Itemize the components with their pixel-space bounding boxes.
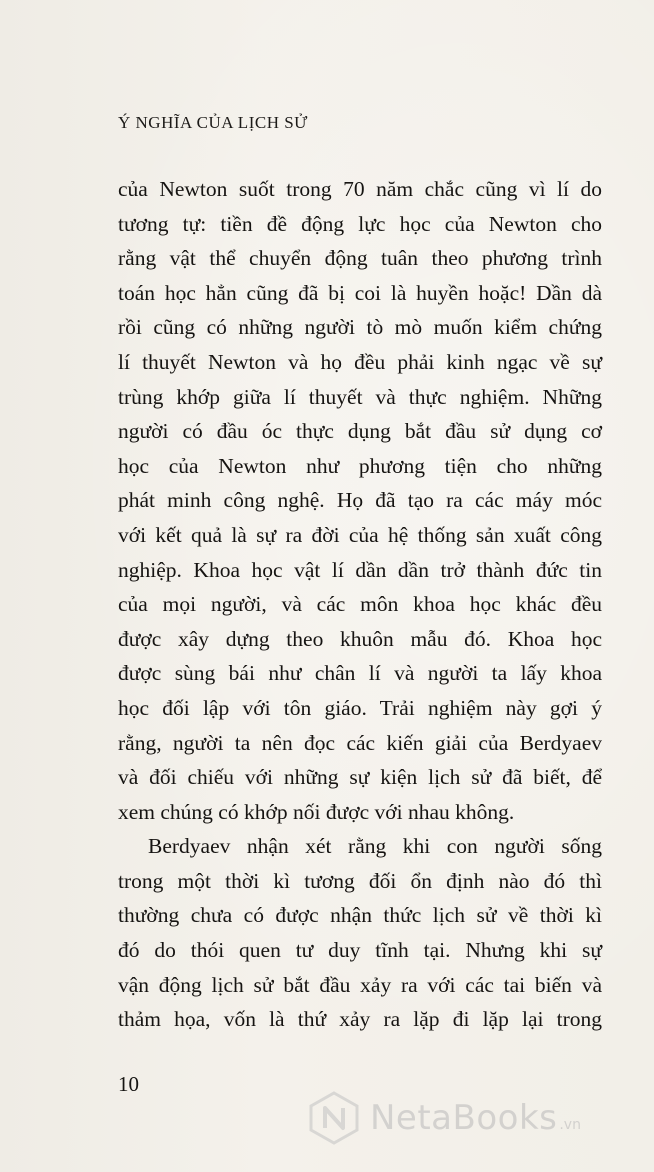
text-line: của Newton suốt trong 70 năm chắc cũng vì lí do	[118, 177, 602, 201]
text-line: rồi cũng có những người tò mò muốn kiểm chứng	[118, 315, 602, 340]
text-line: học của Newton như phương tiện cho những	[118, 453, 602, 478]
text-line: vận động lịch sử bắt đầu xảy ra với các tai biến và	[118, 972, 602, 997]
text-line: Berdyaev nhận xét rằng khi con người sống	[148, 834, 602, 859]
watermark	[306, 1090, 581, 1146]
text-line: phát minh công nghệ. Họ đã tạo ra các máy móc	[118, 488, 602, 513]
text-line: người có đầu óc thực dụng bắt đầu sử dụng cơ	[118, 419, 602, 444]
text-line: của mọi người, và các môn khoa học khác đều	[118, 592, 602, 617]
text-line: tương tự: tiền đề động lực học của Newton cho	[118, 211, 602, 236]
text-line: thường chưa có được nhận thức lịch sử về thời kì	[118, 903, 602, 928]
text-line: rằng, người ta nên đọc các kiến giải của Berdyaev	[118, 730, 602, 755]
body-text	[118, 172, 602, 1037]
paragraph	[118, 172, 602, 829]
text-line: được xây dựng theo khuôn mẫu đó. Khoa học	[118, 626, 602, 651]
paragraph	[118, 829, 602, 1037]
running-head: Ý NGHĨA CỦA LỊCH SỬ	[118, 113, 308, 132]
watermark-brand: NetaBooks	[370, 1098, 558, 1138]
n-logo-icon	[306, 1090, 362, 1146]
text-line: thảm họa, vốn là thứ xảy ra lặp đi lặp lại trong	[118, 1007, 602, 1032]
text-line: trùng khớp giữa lí thuyết và thực nghiệm. Những	[118, 384, 602, 409]
watermark-suffix: .vn	[559, 1117, 581, 1133]
text-line: xem chúng có khớp nối được với nhau không.	[118, 799, 515, 824]
text-line: lí thuyết Newton và họ đều phải kinh ngạc về sự	[118, 349, 602, 374]
text-line: rằng vật thể chuyển động tuân theo phương trình	[118, 246, 602, 271]
text-line: nghiệp. Khoa học vật lí dần dần trở thành đức tin	[118, 557, 602, 582]
text-line: toán học hẳn cũng đã bị coi là huyền hoặc! Dần dà	[118, 280, 602, 305]
text-line: được sùng bái như chân lí và người ta lấy khoa	[118, 661, 602, 686]
text-line: với kết quả là sự ra đời của hệ thống sản xuất công	[118, 522, 602, 547]
text-line: và đối chiếu với những sự kiện lịch sử đã biết, để	[118, 765, 602, 790]
text-line: học đối lập với tôn giáo. Trải nghiệm này gợi ý	[118, 695, 602, 720]
text-line: trong một thời kì tương đối ổn định nào đó thì	[118, 868, 602, 893]
text-line: đó do thói quen tư duy tĩnh tại. Nhưng khi sự	[118, 938, 602, 963]
page-number: 10	[118, 1072, 139, 1096]
